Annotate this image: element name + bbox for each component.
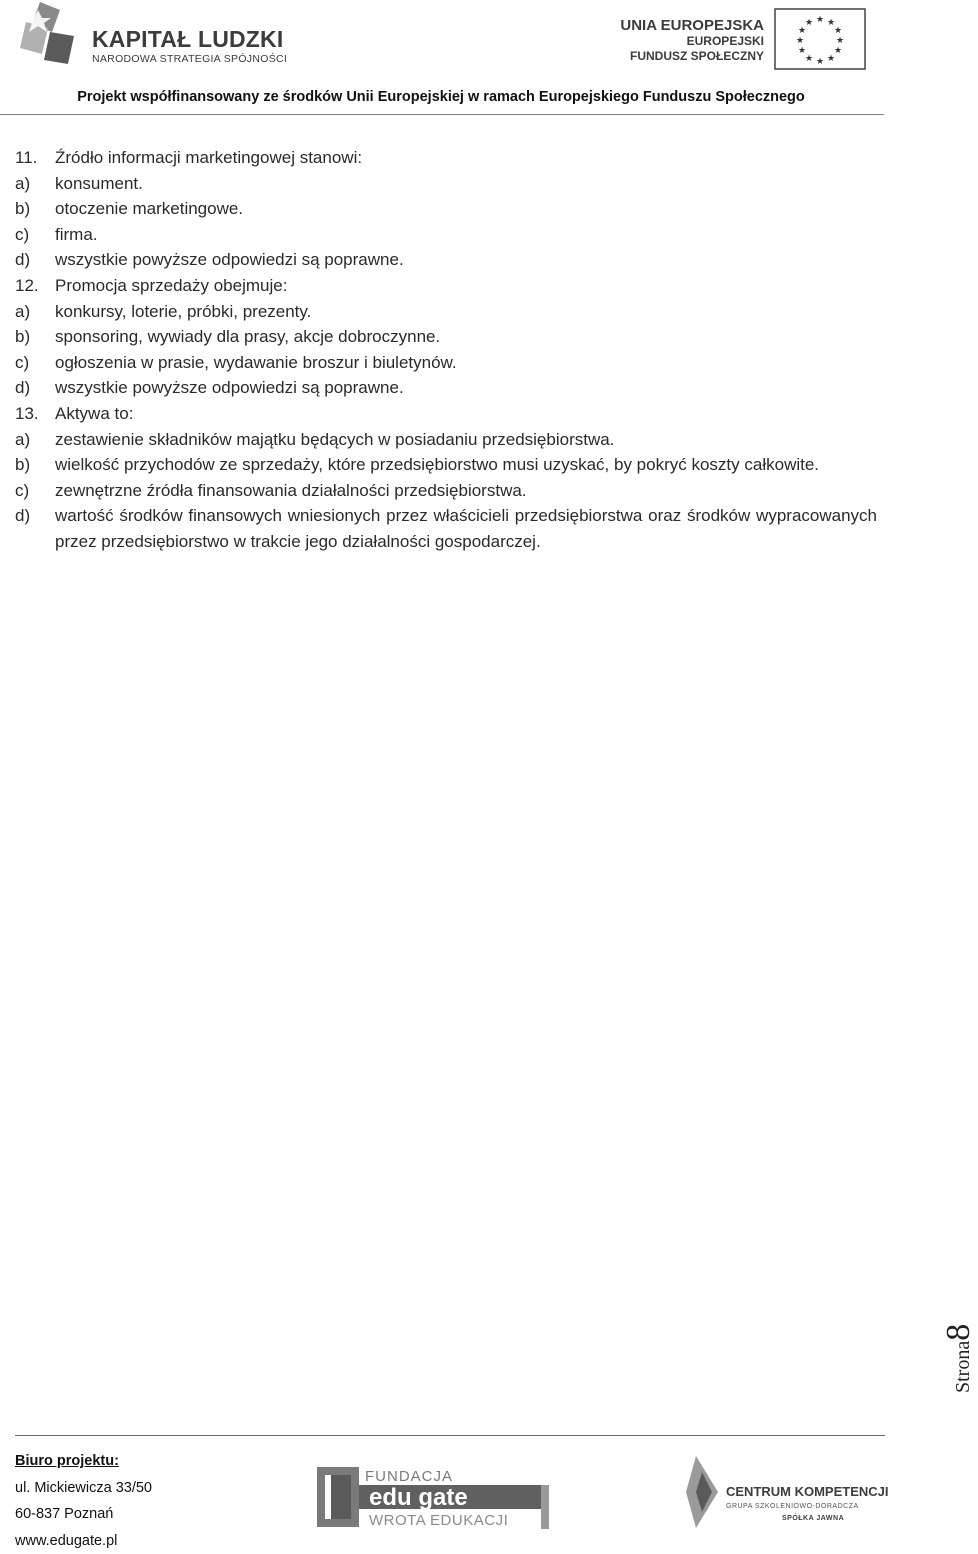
eu-logo-line-3: FUNDUSZ SPOŁECZNY	[620, 49, 764, 64]
kapital-ludzki-star-logo-icon	[18, 2, 78, 70]
svg-text:★: ★	[798, 45, 806, 55]
footer-divider	[15, 1435, 885, 1436]
svg-text:★: ★	[796, 35, 804, 45]
option-label: b)	[15, 452, 55, 478]
question-text: Aktywa to:	[55, 401, 877, 427]
address-street: ul. Mickiewicza 33/50	[15, 1475, 152, 1502]
eu-logo-line-1: UNIA EUROPEJSKA	[620, 17, 764, 34]
edugate-bottom-text: WROTA EDUKACJI	[369, 1512, 508, 1529]
option-label: c)	[15, 478, 55, 504]
eu-flag-icon	[774, 8, 866, 70]
option-text: zewnętrzne źródła finansowania działalności przedsiębiorstwa.	[55, 478, 877, 504]
answer-option	[15, 324, 877, 350]
question-11	[15, 145, 877, 273]
svg-text:★: ★	[827, 53, 835, 63]
answer-option	[15, 375, 877, 401]
kapital-ludzki-subtitle: NARODOWA STRATEGIA SPÓJNOŚCI	[92, 53, 287, 65]
option-text: wielkość przychodów ze sprzedaży, które przedsiębiorstwo musi uzyskać, by pokryć koszty całkowite.	[55, 452, 877, 478]
answer-option	[15, 222, 877, 248]
svg-text:★: ★	[816, 14, 824, 24]
svg-text:★: ★	[836, 35, 844, 45]
edugate-top-text: FUNDACJA	[365, 1468, 453, 1485]
option-text: konkursy, loterie, próbki, prezenty.	[55, 299, 877, 325]
option-label: c)	[15, 222, 55, 248]
answer-option	[15, 503, 877, 554]
question-heading	[15, 401, 877, 427]
project-office-address	[15, 1448, 152, 1554]
option-text: zestawienie składników majątku będących w posiadaniu przedsiębiorstwa.	[55, 427, 877, 453]
option-label: b)	[15, 324, 55, 350]
option-label: a)	[15, 427, 55, 453]
svg-text:★: ★	[805, 53, 813, 63]
address-city: 60-837 Poznań	[15, 1501, 152, 1528]
page-number	[940, 1303, 970, 1393]
svg-text:★: ★	[834, 45, 842, 55]
option-label: d)	[15, 247, 55, 273]
question-number: 12.	[15, 273, 55, 299]
option-label: c)	[15, 350, 55, 376]
question-heading	[15, 145, 877, 171]
answer-option	[15, 171, 877, 197]
answer-option	[15, 478, 877, 504]
option-text: konsument.	[55, 171, 877, 197]
answer-option	[15, 350, 877, 376]
question-12	[15, 273, 877, 401]
option-label: d)	[15, 503, 55, 529]
option-text: ogłoszenia w prasie, wydawanie broszur i biuletynów.	[55, 350, 877, 376]
page-digit: 8	[940, 1324, 977, 1341]
page-number-rotated	[940, 1324, 978, 1393]
address-title: Biuro projektu:	[15, 1448, 152, 1475]
svg-text:★: ★	[805, 17, 813, 27]
option-text: sponsoring, wywiady dla prasy, akcje dobroczynne.	[55, 324, 877, 350]
question-text: Promocja sprzedaży obejmuje:	[55, 273, 877, 299]
header-divider	[0, 114, 884, 115]
cofinancing-note: Projekt współfinansowany ze środków Unii Europejskiej w ramach Europejskiego Funduszu Społecznego	[0, 89, 882, 105]
centrum-kompetencji-logo-icon	[682, 1452, 882, 1534]
eu-logo-line-2: EUROPEJSKI	[620, 34, 764, 49]
question-text: Źródło informacji marketingowej stanowi:	[55, 145, 877, 171]
option-label: b)	[15, 196, 55, 222]
svg-text:★: ★	[827, 17, 835, 27]
questions-content	[15, 145, 877, 555]
question-heading	[15, 273, 877, 299]
option-label: a)	[15, 299, 55, 325]
question-number: 11.	[15, 145, 55, 171]
option-text: firma.	[55, 222, 877, 248]
svg-text:★: ★	[798, 25, 806, 35]
ck-line-2: GRUPA SZKOLENIOWO-DORADCZA	[726, 1503, 859, 1510]
question-number: 13.	[15, 401, 55, 427]
page-header	[0, 0, 960, 118]
option-text: otoczenie marketingowe.	[55, 196, 877, 222]
answer-option	[15, 247, 877, 273]
option-text: wszystkie powyższe odpowiedzi są poprawne.	[55, 247, 877, 273]
answer-option	[15, 196, 877, 222]
answer-option	[15, 299, 877, 325]
answer-option	[15, 427, 877, 453]
kapital-ludzki-title: KAPITAŁ LUDZKI	[92, 26, 283, 53]
page-word: Strona	[952, 1341, 974, 1393]
option-label: a)	[15, 171, 55, 197]
eu-logo-text	[620, 17, 764, 64]
ck-line-3: SPÓŁKA JAWNA	[782, 1513, 844, 1522]
option-text: wartość środków finansowych wniesionych przez właścicieli przedsiębiorstwa oraz środków wypracowanych przez przedsiębiorstwo w trakcie jego działalności gospodarczej.	[55, 503, 877, 554]
option-text: wszystkie powyższe odpowiedzi są poprawne.	[55, 375, 877, 401]
option-label: d)	[15, 375, 55, 401]
svg-text:★: ★	[816, 56, 824, 66]
website-link[interactable]: www.edugate.pl	[15, 1528, 152, 1554]
question-13	[15, 401, 877, 555]
ck-line-1: CENTRUM KOMPETENCJI	[726, 1484, 889, 1499]
edugate-main-text: edu gate	[369, 1484, 468, 1511]
edugate-logo-icon	[317, 1465, 549, 1529]
answer-option	[15, 452, 877, 478]
svg-text:★: ★	[834, 25, 842, 35]
